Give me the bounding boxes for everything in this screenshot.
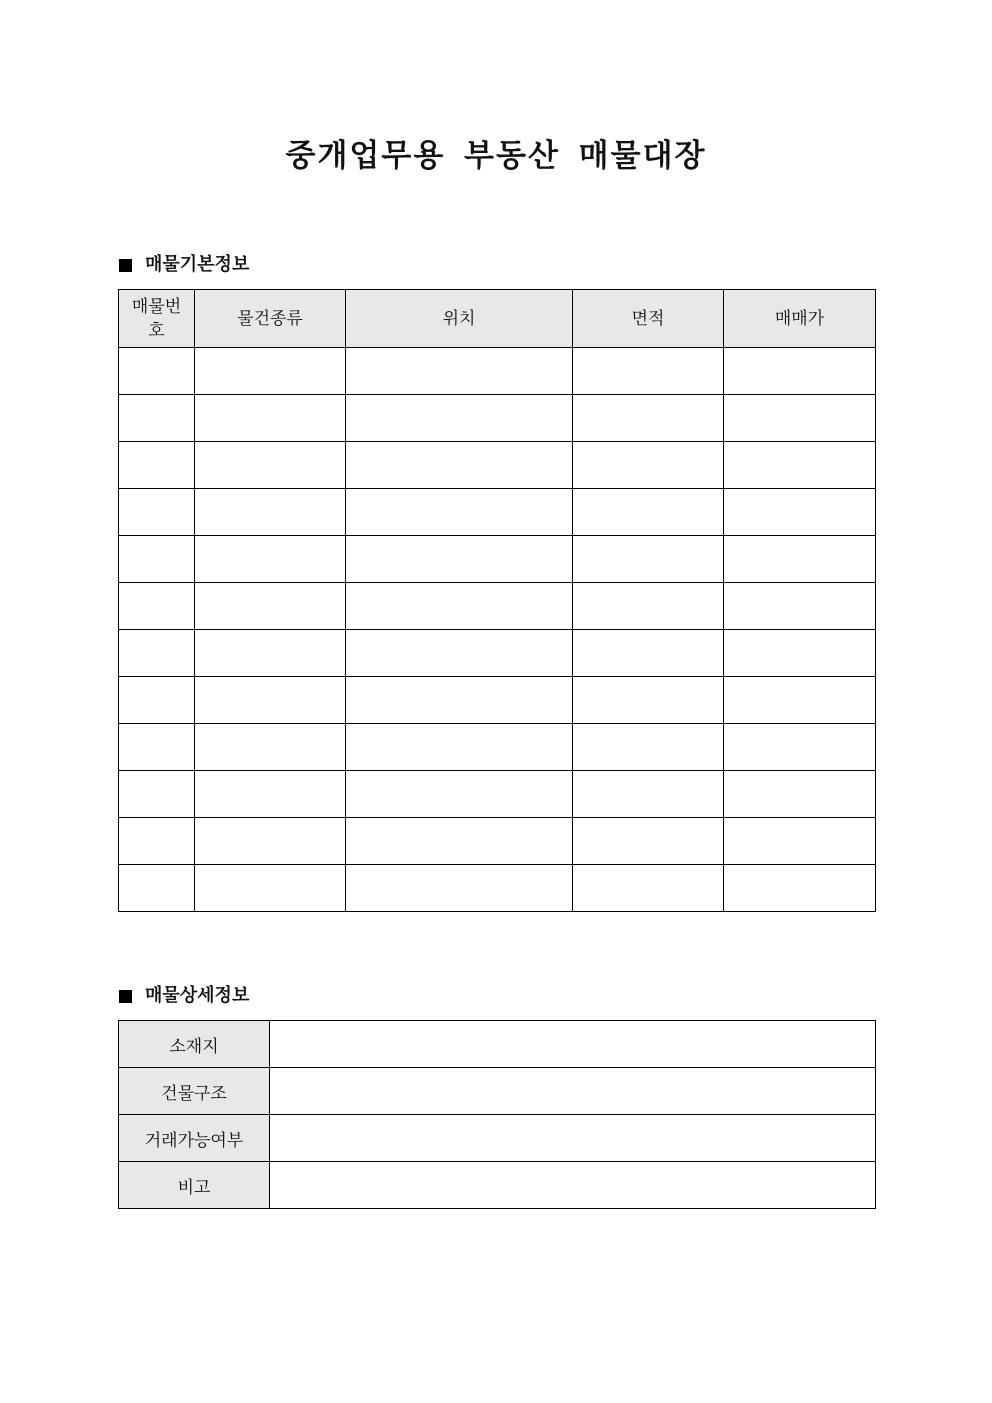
- table-cell[interactable]: [346, 630, 573, 677]
- table-cell[interactable]: [195, 583, 346, 630]
- table-cell[interactable]: [346, 489, 573, 536]
- table-cell[interactable]: [195, 489, 346, 536]
- table-cell[interactable]: [346, 583, 573, 630]
- table-cell[interactable]: [119, 583, 195, 630]
- black-square-icon: [119, 259, 132, 272]
- table-cell[interactable]: [195, 630, 346, 677]
- table-cell[interactable]: [195, 348, 346, 395]
- table-cell[interactable]: [119, 395, 195, 442]
- table-row: [119, 771, 876, 818]
- column-header-sale-price: 매매가: [724, 290, 876, 348]
- table-cell[interactable]: [724, 771, 876, 818]
- table-cell[interactable]: [195, 677, 346, 724]
- detail-row: [119, 1162, 876, 1209]
- table-cell[interactable]: [724, 442, 876, 489]
- detail-row-value[interactable]: [270, 1162, 876, 1209]
- table-cell[interactable]: [119, 489, 195, 536]
- table-cell[interactable]: [346, 677, 573, 724]
- detail-row-value[interactable]: [270, 1068, 876, 1115]
- table-cell[interactable]: [195, 724, 346, 771]
- table-row: [119, 724, 876, 771]
- table-cell[interactable]: [573, 724, 724, 771]
- table-cell[interactable]: [573, 630, 724, 677]
- detail-row: [119, 1115, 876, 1162]
- detail-row-value[interactable]: [270, 1115, 876, 1162]
- table-cell[interactable]: [573, 677, 724, 724]
- basic-info-heading-label: 매물기본정보: [145, 254, 250, 275]
- table-cell[interactable]: [119, 677, 195, 724]
- table-cell[interactable]: [724, 630, 876, 677]
- detail-row-value[interactable]: [270, 1021, 876, 1068]
- column-header-property-number: 매물번호: [119, 290, 195, 348]
- detail-row: [119, 1021, 876, 1068]
- table-cell[interactable]: [724, 536, 876, 583]
- table-cell[interactable]: [346, 818, 573, 865]
- column-header-property-type: 물건종류: [195, 290, 346, 348]
- table-row: [119, 348, 876, 395]
- table-cell[interactable]: [195, 442, 346, 489]
- detail-row-label: 건물구조: [119, 1068, 270, 1115]
- table-cell[interactable]: [724, 865, 876, 912]
- column-header-location: 위치: [346, 290, 573, 348]
- basic-info-heading: [119, 253, 249, 277]
- table-cell[interactable]: [346, 724, 573, 771]
- table-cell[interactable]: [195, 865, 346, 912]
- table-cell[interactable]: [346, 395, 573, 442]
- table-cell[interactable]: [573, 536, 724, 583]
- detail-row-label: 거래가능여부: [119, 1115, 270, 1162]
- detail-row-label: 소재지: [119, 1021, 270, 1068]
- table-row: [119, 865, 876, 912]
- table-cell[interactable]: [119, 348, 195, 395]
- table-cell[interactable]: [195, 536, 346, 583]
- table-row: [119, 677, 876, 724]
- table-cell[interactable]: [346, 771, 573, 818]
- table-row: [119, 536, 876, 583]
- black-square-icon: [119, 990, 132, 1003]
- table-cell[interactable]: [724, 395, 876, 442]
- detail-row: [119, 1068, 876, 1115]
- table-cell[interactable]: [573, 771, 724, 818]
- detail-row-label: 비고: [119, 1162, 270, 1209]
- table-cell[interactable]: [195, 771, 346, 818]
- table-cell[interactable]: [346, 442, 573, 489]
- table-cell[interactable]: [573, 865, 724, 912]
- table-row: [119, 818, 876, 865]
- table-cell[interactable]: [195, 818, 346, 865]
- table-cell[interactable]: [724, 583, 876, 630]
- table-row: [119, 442, 876, 489]
- table-cell[interactable]: [724, 489, 876, 536]
- table-cell[interactable]: [573, 395, 724, 442]
- basic-info-table: [118, 289, 876, 912]
- table-cell[interactable]: [573, 818, 724, 865]
- table-cell[interactable]: [119, 630, 195, 677]
- detail-info-table-body: [119, 1021, 876, 1209]
- table-cell[interactable]: [724, 724, 876, 771]
- table-cell[interactable]: [573, 348, 724, 395]
- table-cell[interactable]: [119, 771, 195, 818]
- column-header-area: 면적: [573, 290, 724, 348]
- basic-info-table-body: [119, 348, 876, 912]
- table-cell[interactable]: [346, 536, 573, 583]
- table-row: [119, 489, 876, 536]
- table-cell[interactable]: [573, 583, 724, 630]
- detail-info-table: [118, 1020, 876, 1209]
- table-cell[interactable]: [119, 442, 195, 489]
- table-cell[interactable]: [724, 677, 876, 724]
- table-row: [119, 630, 876, 677]
- table-cell[interactable]: [119, 536, 195, 583]
- page-title: 중개업무용 부동산 매물대장: [285, 138, 707, 174]
- table-cell[interactable]: [119, 865, 195, 912]
- table-cell[interactable]: [573, 442, 724, 489]
- table-cell[interactable]: [346, 865, 573, 912]
- table-row: [119, 583, 876, 630]
- table-cell[interactable]: [119, 818, 195, 865]
- table-cell[interactable]: [119, 724, 195, 771]
- table-cell[interactable]: [195, 395, 346, 442]
- table-row: [119, 395, 876, 442]
- table-cell[interactable]: [346, 348, 573, 395]
- basic-info-header-row: [119, 290, 876, 348]
- table-cell[interactable]: [724, 348, 876, 395]
- table-cell[interactable]: [573, 489, 724, 536]
- table-cell[interactable]: [724, 818, 876, 865]
- detail-info-heading-label: 매물상세정보: [145, 985, 250, 1006]
- detail-info-heading: [119, 984, 249, 1008]
